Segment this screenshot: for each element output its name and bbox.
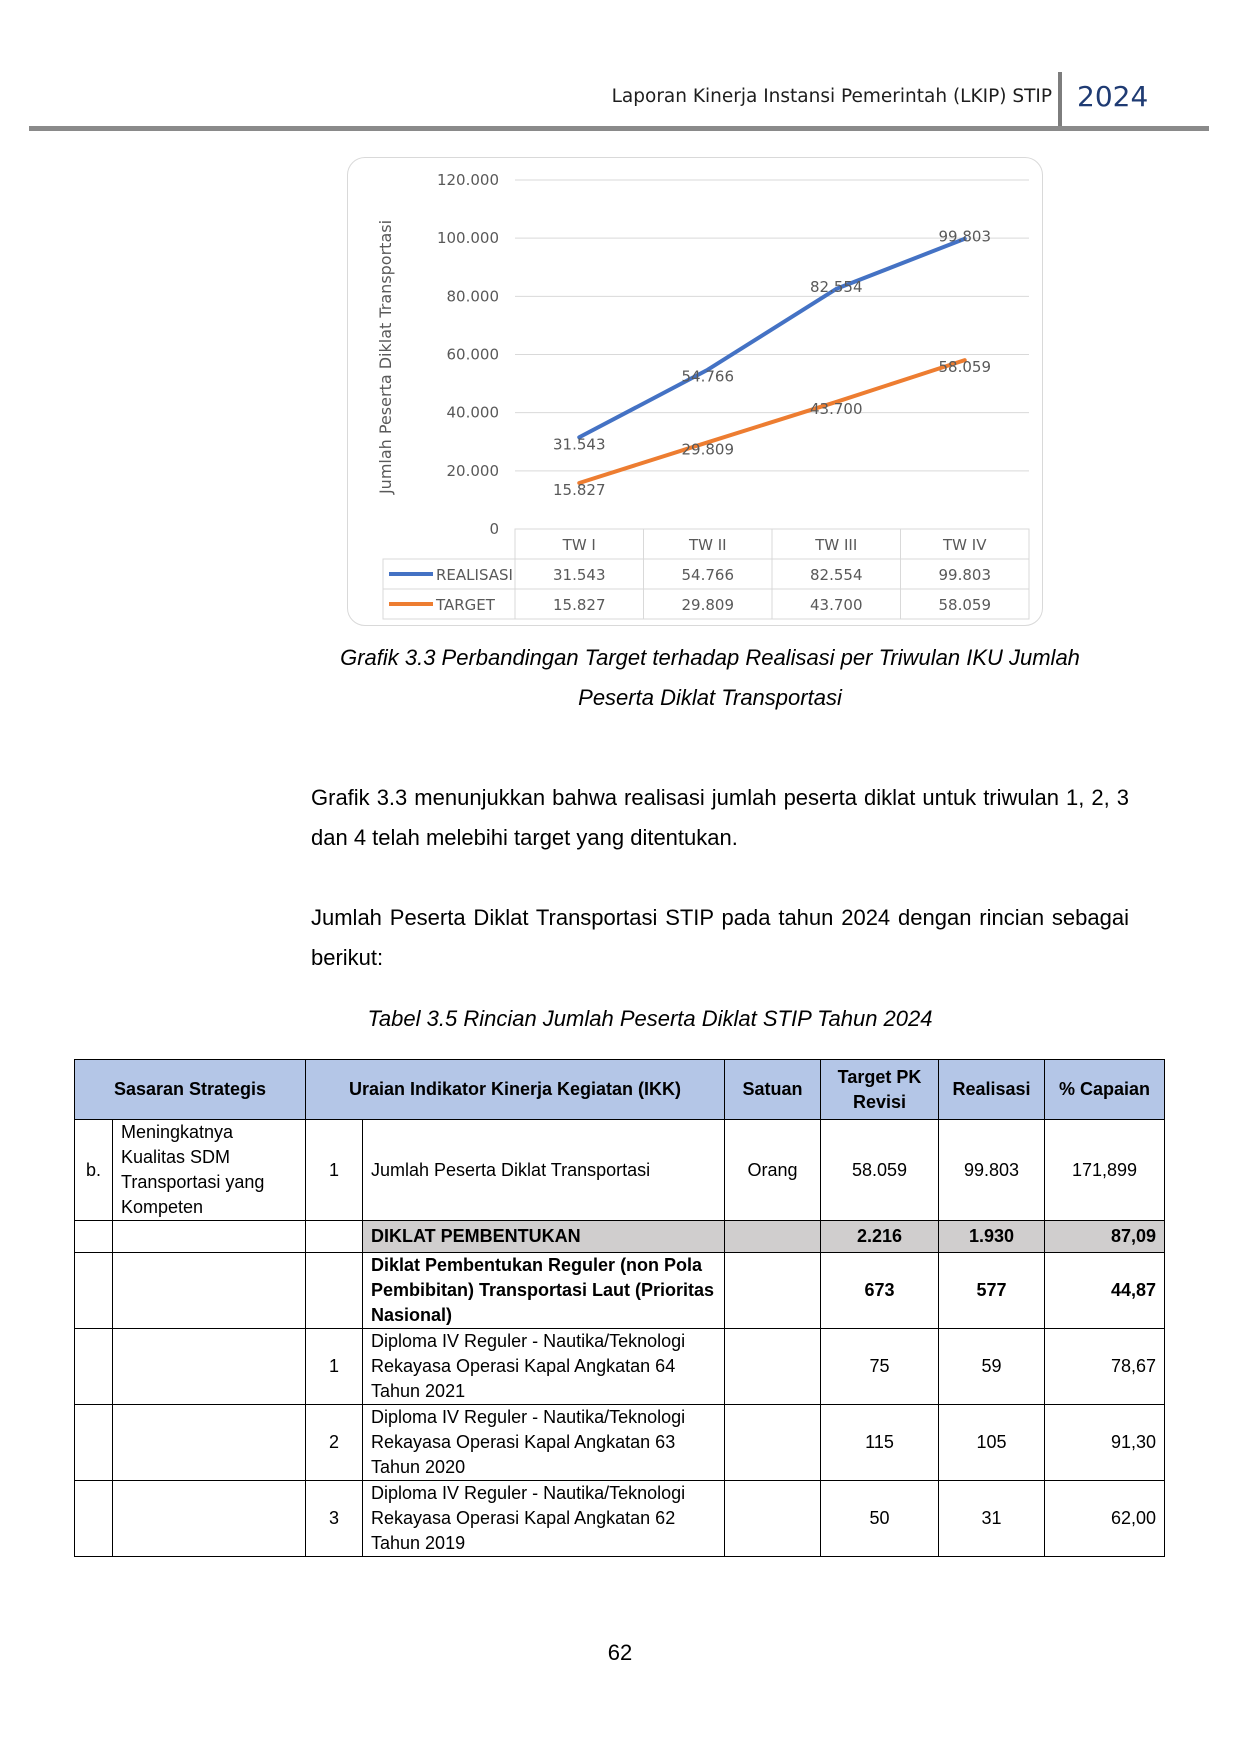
series-line-realisasi xyxy=(579,239,965,438)
table-row xyxy=(75,1120,1165,1221)
data-label: 29.809 xyxy=(681,440,734,459)
row-target: 50 xyxy=(821,1481,939,1557)
chart-caption-line-1: Grafik 3.3 Perbandingan Target terhadap Realisasi per Triwulan IKU Jumlah xyxy=(340,645,1080,670)
y-tick-label: 40.000 xyxy=(446,403,499,422)
data-label: 82.554 xyxy=(810,277,863,296)
table-row xyxy=(75,1405,1165,1481)
legend-label: TARGET xyxy=(436,596,495,614)
y-tick-label: 20.000 xyxy=(446,461,499,480)
row-target: 115 xyxy=(821,1405,939,1481)
header-rule xyxy=(29,126,1209,131)
table-header-row xyxy=(75,1060,1165,1120)
y-tick-label: 120.000 xyxy=(436,171,499,189)
paragraph-2: Jumlah Peserta Diklat Transportasi STIP pada tahun 2024 dengan rincian sebagai berikut: xyxy=(311,905,1129,970)
data-table-cell: 54.766 xyxy=(681,566,734,584)
page-number: 62 xyxy=(607,1640,633,1665)
row-uraian: Diploma IV Reguler - Nautika/Teknologi Rekayasa Operasi Kapal Angkatan 62 Tahun 2019 xyxy=(363,1481,725,1557)
row-satuan: Orang xyxy=(725,1120,821,1221)
row-no: 1 xyxy=(306,1329,363,1405)
header-sasaran: Sasaran Strategis xyxy=(75,1060,306,1120)
table-row xyxy=(75,1253,1165,1329)
data-table-cell: 31.543 xyxy=(553,566,606,584)
y-tick-label: 0 xyxy=(489,520,499,538)
data-label: 58.059 xyxy=(938,358,991,377)
data-label: 54.766 xyxy=(681,367,734,386)
row-no: 2 xyxy=(306,1405,363,1481)
row-capaian: 171,899 xyxy=(1045,1120,1165,1221)
row-uraian: Diklat Pembentukan Reguler (non Pola Pembibitan) Transportasi Laut (Prioritas Nasional) xyxy=(363,1253,725,1329)
row-uraian: Diploma IV Reguler - Nautika/Teknologi Rekayasa Operasi Kapal Angkatan 64 Tahun 2021 xyxy=(363,1329,725,1405)
row-letter: b. xyxy=(75,1120,113,1221)
row-no: 3 xyxy=(306,1481,363,1557)
data-table-cell: 99.803 xyxy=(938,566,991,584)
row-realisasi: 1.930 xyxy=(939,1221,1045,1253)
data-label: 43.700 xyxy=(810,399,863,418)
row-capaian: 91,30 xyxy=(1045,1405,1165,1481)
data-table-cell: 15.827 xyxy=(553,596,606,614)
x-tick-label: TW I xyxy=(562,536,596,554)
x-tick-label: TW IV xyxy=(943,536,987,554)
y-axis-label: Jumlah Peserta Diklat Transportasi xyxy=(376,219,395,495)
y-tick-label: 80.000 xyxy=(446,287,499,306)
row-target: 58.059 xyxy=(821,1120,939,1221)
row-realisasi: 59 xyxy=(939,1329,1045,1405)
row-capaian: 78,67 xyxy=(1045,1329,1165,1405)
table-row xyxy=(75,1329,1165,1405)
series-line-target xyxy=(579,360,965,483)
row-uraian: Jumlah Peserta Diklat Transportasi xyxy=(363,1120,725,1221)
paragraph-1: Grafik 3.3 menunjukkan bahwa realisasi jumlah peserta diklat untuk triwulan 1, 2, 3 dan 4 telah melebihi target yang ditentukan. xyxy=(311,785,1129,850)
row-realisasi: 105 xyxy=(939,1405,1045,1481)
table-row-section xyxy=(75,1221,1165,1253)
report-title: Laporan Kinerja Instansi Pemerintah (LKIP) STIP xyxy=(611,86,1052,107)
row-target: 673 xyxy=(821,1253,939,1329)
x-tick-label: TW III xyxy=(815,536,858,554)
chart-caption-line-2: Peserta Diklat Transportasi xyxy=(578,685,842,710)
y-tick-label: 60.000 xyxy=(446,345,499,364)
data-label: 15.827 xyxy=(553,480,606,499)
data-table-cell: 29.809 xyxy=(681,596,734,614)
report-year: 2024 xyxy=(1077,80,1149,113)
row-uraian: Diploma IV Reguler - Nautika/Teknologi Rekayasa Operasi Kapal Angkatan 63 Tahun 2020 xyxy=(363,1405,725,1481)
header-realisasi: Realisasi xyxy=(939,1060,1045,1120)
data-table-cell: 58.059 xyxy=(938,596,991,614)
row-sasaran: Meningkatnya Kualitas SDM Transportasi yang Kompeten xyxy=(113,1120,306,1221)
table-row xyxy=(75,1481,1165,1557)
row-capaian: 44,87 xyxy=(1045,1253,1165,1329)
row-target: 2.216 xyxy=(821,1221,939,1253)
line-chart xyxy=(347,157,1043,626)
header-satuan: Satuan xyxy=(725,1060,821,1120)
y-tick-label: 100.000 xyxy=(436,229,499,248)
data-label: 31.543 xyxy=(553,435,606,454)
header-separator xyxy=(1058,72,1062,128)
header-capaian: % Capaian xyxy=(1045,1060,1165,1120)
row-capaian: 62,00 xyxy=(1045,1481,1165,1557)
row-target: 75 xyxy=(821,1329,939,1405)
row-realisasi: 577 xyxy=(939,1253,1045,1329)
header-target: Target PK Revisi xyxy=(821,1060,939,1120)
row-realisasi: 31 xyxy=(939,1481,1045,1557)
data-table-cell: 43.700 xyxy=(810,596,863,614)
diklat-table xyxy=(74,1059,1165,1557)
row-realisasi: 99.803 xyxy=(939,1120,1045,1221)
data-label: 99.803 xyxy=(938,227,991,246)
legend-label: REALISASI xyxy=(436,566,513,584)
data-table-cell: 82.554 xyxy=(810,566,863,584)
row-capaian: 87,09 xyxy=(1045,1221,1165,1253)
row-no: 1 xyxy=(306,1120,363,1221)
row-uraian: DIKLAT PEMBENTUKAN xyxy=(363,1221,725,1253)
header-uraian: Uraian Indikator Kinerja Kegiatan (IKK) xyxy=(306,1060,725,1120)
x-tick-label: TW II xyxy=(688,536,727,554)
table-caption: Tabel 3.5 Rincian Jumlah Peserta Diklat STIP Tahun 2024 xyxy=(367,1006,933,1031)
